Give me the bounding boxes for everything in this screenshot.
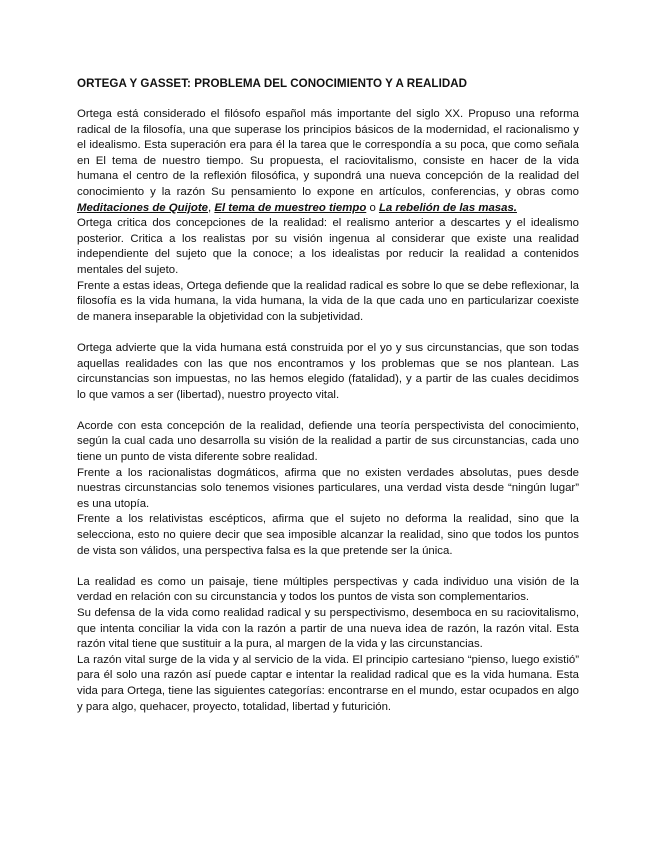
paragraph-circunstancias: Ortega advierte que la vida humana está construida por el yo y sus circunstancias, que son todas aquellas realidades con las que nos encontramos y los problemas que se nos plantean. Las circunstancias son impuestas, no las hemos elegido (fatalidad), y a partir de las cuales decidimos lo que vamos a ser (libertad), nuestro proyecto vital. (77, 341, 579, 401)
work-title-meditaciones: Meditaciones de Quijote (77, 201, 209, 214)
paragraph-relativistas: Frente a los relativistas escépticos, afirma que el sujeto no deforma la realidad, sino que la selecciona, esto no quiere decir que sea imposible alcanzar la realidad, sino que todos los puntos de vista son válidos, una perspectiva falsa es la que pretende ser la única. (77, 513, 579, 557)
paragraph-racionalistas: Frente a los racionalistas dogmáticos, afirma que no existen verdades absolutas, pues desde nuestras circunstancias solo tenemos visiones particulares, una verdad vista desde “ningún lugar” es una utopía. (77, 466, 579, 510)
paragraph-perspectivismo: Acorde con esta concepción de la realidad, defiende una teoría perspectivista del conocimiento, según la cual cada uno desarrolla su visión de la realidad a partir de sus circunstancias, cada uno tiene un punto de vista diferente sobre realidad. (77, 419, 579, 464)
paragraph-intro (77, 107, 579, 216)
paragraph-raciovitalismo: Su defensa de la vida como realidad radical y su perspectivismo, desemboca en su raciovitalismo, que intenta conciliar la vida con la razón a partir de una nueva idea de razón, la razón vital. Esta razón vital tiene que sustituir a la pura, al margen de la vida y las circunstancias. (77, 607, 579, 651)
work-title-rebelion: La rebelión de las masas. (378, 201, 517, 214)
document-page (77, 76, 579, 715)
paragraph-frente-ideas: Frente a estas ideas, Ortega defiende que la realidad radical es sobre lo que se debe reflexionar, la filosofía es la vida humana, la vida humana, la vida de la que cada uno en particularizar coexiste de manera inseparable la objetividad con la subjetividad. (77, 279, 579, 323)
separator-comma: , (208, 201, 215, 214)
paragraph-critica: Ortega critica dos concepciones de la realidad: el realismo anterior a descartes y el idealismo posterior. Critica a los realistas por su visión ingenua al considerar que existe una realidad independiente del sujeto que la conoce; a los idealistas por reducir la realidad a contenidos mentales del sujeto. (77, 217, 579, 276)
paragraph-razon-vital: La razón vital surge de la vida y al servicio de la vida. El principio cartesiano “pienso, luego existió” para él solo una razón así puede captar e intentar la realidad radical que es la vida humana. Esta vida para Ortega, tiene las siguientes categorías: encontrarse en el mundo, estar ocupados en algo y para algo, quehacer, proyecto, totalidad, libertad y futurición. (77, 653, 579, 713)
intro-text: Ortega está considerado el filósofo español más importante del siglo XX. Propuso una reforma radical de la filosofía, una que superase los principios básicos de la modernidad, el racionalismo y el idealismo. Esta superación era para él la tarea que le correspondía a su poca, que como señala en El tema de nuestro tiempo. Su propuesta, el raciovitalismo, consiste en hacer de la vida humana el centro de la reflexión filosófica, y supondrá una nueva concepción de la realidad del conocimiento y la razón Su pensamiento lo expone en artículos, conferencias, y obras como (77, 108, 579, 198)
document-title: ORTEGA Y GASSET: PROBLEMA DEL CONOCIMIENTO Y A REALIDAD (77, 77, 468, 90)
work-title-tema: El tema de muestreo tiempo (214, 201, 367, 214)
paragraph-paisaje: La realidad es como un paisaje, tiene múltiples perspectivas y cada individuo una visión de la verdad en relación con su circunstancia y todos los puntos de vista son complementarios. (77, 575, 579, 604)
separator-o: o (366, 201, 379, 214)
